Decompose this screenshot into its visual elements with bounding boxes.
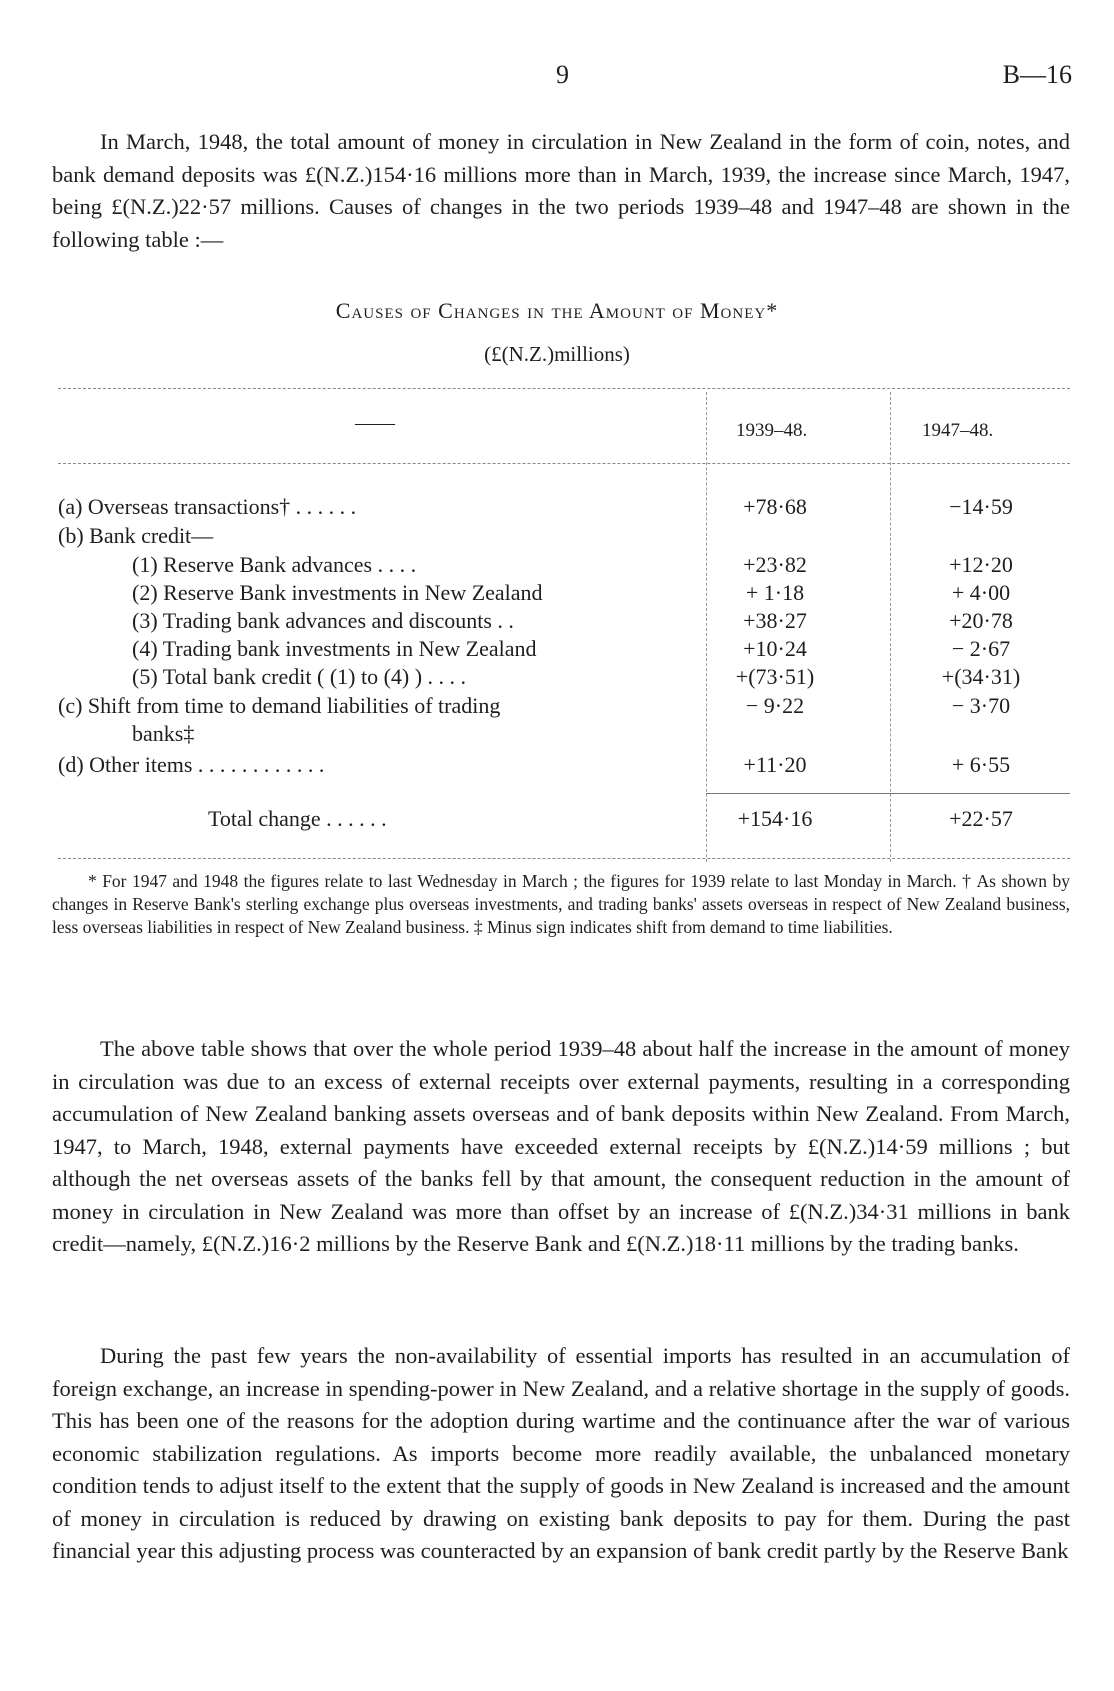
imports-paragraph: During the past few years the non-availability of essential imports has resulted in an accumulation of foreign exchange, an increase in spending-power in New Zealand, and a relative shortage in the supply of goods. This has been one of the reasons for the adoption during wartime and the continuance after the war of various economic stabilization regulations. As imports become more readily available, the unbalanced monetary condition tends to adjust itself to the extent that the supply of goods in New Zealand is increased and the amount of money in circulation is reduced by drawing on existing bank deposits to pay for them. During the past financial year this adjusting process was counteracted by an expansion of bank credit partly by the Reserve Bank	[52, 1343, 1070, 1563]
table-row	[58, 552, 1070, 581]
column-header: 1939–48.	[736, 420, 808, 441]
row-label: (1) Reserve Bank advances . . . .	[132, 552, 417, 577]
total-rule	[706, 793, 1070, 794]
row-label: (3) Trading bank advances and discounts . .	[132, 608, 514, 633]
column-header: 1947–48.	[922, 420, 994, 441]
value-1939-48: +38·27	[743, 608, 807, 633]
total-row	[58, 806, 1070, 835]
table-footnote: * For 1947 and 1948 the figures relate to last Wednesday in March ; the figures for 1939 relate to last Monday in March. † As shown by changes in Reserve Bank's sterling exchange plus overseas investments, and trading banks' assets overseas in respect of New Zealand business, less overseas liabilities in respect of New Zealand business. ‡ Minus sign indicates shift from demand to time liabilities.	[52, 871, 1070, 937]
value-1939-48: +(73·51)	[735, 664, 815, 689]
row-label: (c) Shift from time to demand liabilities of trading	[58, 693, 501, 718]
value-1939-48: − 9·22	[745, 693, 805, 718]
header-rule	[58, 463, 1070, 464]
value-1947-48: +12·20	[949, 552, 1013, 577]
total-1939-48: +154·16	[737, 806, 813, 831]
value-1939-48: +78·68	[743, 494, 807, 519]
table-row	[58, 693, 1070, 722]
value-1947-48: +20·78	[949, 608, 1013, 633]
table-bottom-rule	[58, 858, 1070, 859]
table-row	[58, 494, 1070, 523]
value-1947-48: +(34·31)	[941, 664, 1021, 689]
value-1947-48: − 2·67	[951, 636, 1011, 661]
value-1939-48: +23·82	[743, 552, 807, 577]
row-label: (2) Reserve Bank investments in New Zealand	[132, 580, 543, 605]
value-1939-48: +11·20	[743, 752, 807, 777]
table-row	[58, 752, 1070, 781]
total-1947-48: +22·57	[949, 806, 1013, 831]
table-row	[58, 580, 1070, 609]
table-row	[58, 523, 1070, 552]
value-1939-48: + 1·18	[745, 580, 805, 605]
table-row	[58, 608, 1070, 637]
table-top-rule	[58, 388, 1070, 389]
total-label: Total change . . . . . .	[208, 806, 387, 831]
row-label: (5) Total bank credit ( (1) to (4) ) . . . .	[132, 664, 467, 689]
value-1947-48: −14·59	[949, 494, 1013, 519]
table-title: Causes of Changes in the Amount of Money*	[335, 298, 779, 323]
table-row	[58, 721, 1070, 750]
value-1939-48: +10·24	[743, 636, 807, 661]
table-row	[58, 636, 1070, 665]
row-label: (4) Trading bank investments in New Zealand	[132, 636, 537, 661]
stub-header: ——	[355, 412, 395, 434]
value-1947-48: + 6·55	[951, 752, 1011, 777]
analysis-paragraph: The above table shows that over the whole period 1939–48 about half the increase in the amount of money in circulation was due to an excess of external receipts over external payments, resulting in a corresponding accumulation of New Zealand banking assets overseas and of bank deposits within New Zealand. From March, 1947, to March, 1948, external payments have exceeded external receipts by £(N.Z.)14·59 millions ; but although the net overseas assets of the banks fell by that amount, the consequent reduction in the amount of money in circulation in New Zealand was more than offset by an increase of £(N.Z.)34·31 millions in bank credit—namely, £(N.Z.)16·2 millions by the Reserve Bank and £(N.Z.)18·11 millions by the trading banks.	[52, 1036, 1070, 1256]
row-label: (d) Other items . . . . . . . . . . . .	[58, 752, 325, 777]
table-unit: (£(N.Z.)millions)	[484, 342, 630, 366]
page-number: 9	[556, 60, 569, 89]
value-1947-48: − 3·70	[951, 693, 1011, 718]
document-reference: B—16	[1002, 60, 1072, 89]
row-label: banks‡	[132, 721, 195, 746]
value-1947-48: + 4·00	[951, 580, 1011, 605]
row-label: (b) Bank credit—	[58, 523, 214, 548]
row-label: (a) Overseas transactions† . . . . . .	[58, 494, 357, 519]
intro-paragraph: In March, 1948, the total amount of money in circulation in New Zealand in the form of coin, notes, and bank demand deposits was £(N.Z.)154·16 millions more than in March, 1939, the increase since March, 1947, being £(N.Z.)22·57 millions. Causes of changes in the two periods 1939–48 and 1947–48 are shown in the following table :—	[52, 129, 1070, 252]
table-row	[58, 664, 1070, 693]
